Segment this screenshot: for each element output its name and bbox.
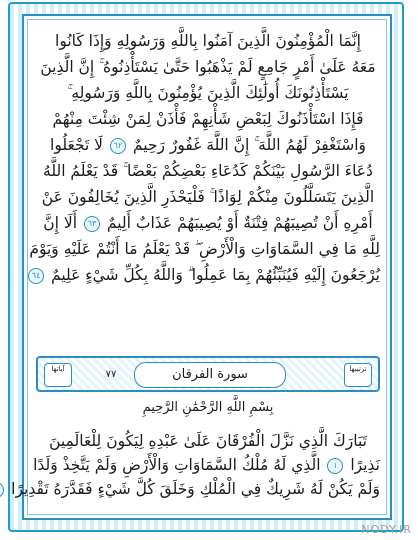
verse-text: الَّذِي لَهُ مُلْكُ السَّمَاوَاتِ وَالْأَرْضِ وَلَمْ يَتَّخِذْ وَلَدًا <box>33 456 321 474</box>
verses-bottom-block <box>11 430 380 526</box>
surah-order-box: ترتيبها <box>344 363 372 387</box>
surah-header-banner <box>36 356 380 392</box>
verse-line: تَبَارَكَ الَّذِي نَزَّلَ الْفُرْقَانَ عَلَىٰ عَبْدِهِ لِيَكُونَ لِلْعَالَمِينَ <box>49 432 367 450</box>
verse-line-with-ayah <box>11 478 380 501</box>
ayah-number-marker: ١ <box>327 458 343 474</box>
ayah-number-marker: ٦٤ <box>28 268 44 284</box>
verse-text: أَمْرِهِ أَنْ تُصِيبَهُمْ فِتْنَةٌ أَوْ يُصِيبَهُمْ عَذَابٌ أَلِيمٌ <box>106 214 373 232</box>
verse-line: الَّذِينَ يَتَسَلَّلُونَ مِنْكُمْ لِوَاذًا ۚ فَلْيَحْذَرِ الَّذِينَ يُخَالِفُونَ عَنْ <box>41 188 375 206</box>
verse-line-with-ayah <box>33 454 380 477</box>
verse-text: يُرْجَعُونَ إِلَيْهِ فَيُنَبِّئُهُمْ بِمَا عَمِلُوا ۗ وَاللَّهُ بِكُلِّ شَيْءٍ عَلِيمٌ <box>51 266 380 284</box>
verse-line: إِنَّمَا الْمُؤْمِنُونَ الَّذِينَ آمَنُوا بِاللَّهِ وَرَسُولِهِ وَإِذَا كَانُوا <box>55 32 361 50</box>
ayah-number-marker <box>0 482 4 498</box>
verse-text: نَذِيرًا <box>350 456 380 474</box>
verse-line-with-ayah <box>36 212 380 235</box>
verse-text: وَاسْتَغْفِرْ لَهُمُ اللَّهَ ۚ إِنَّ اللَّهَ غَفُورٌ رَحِيمٌ <box>132 136 366 154</box>
surah-verse-count-box: آياتها <box>44 363 72 387</box>
surah-number-badge: ٧٧ <box>105 369 117 380</box>
verse-text: لَا تَجْعَلُوا <box>50 136 104 154</box>
verse-line: دُعَاءَ الرَّسُولِ بَيْنَكُمْ كَدُعَاءِ بَعْضِكُمْ بَعْضًا ۚ قَدْ يَعْلَمُ اللَّهُ <box>43 162 373 180</box>
verse-line: فَإِذَا اسْتَأْذَنُوكَ لِبَعْضِ شَأْنِهِمْ فَأْذَنْ لِمَنْ شِئْتَ مِنْهُمْ <box>52 110 364 128</box>
verse-text: وَلَمْ يَكُنْ لَهُ شَرِيكٌ فِي الْمُلْكِ وَخَلَقَ كُلَّ شَيْءٍ فَقَدَّرَهُ تَقْدِيرًا <box>11 480 380 498</box>
verses-top-block <box>29 30 380 350</box>
watermark: NODY.IR <box>361 523 412 536</box>
verse-line: لِلَّهِ مَا فِي السَّمَاوَاتِ وَالْأَرْضِ ۖ قَدْ يَعْلَمُ مَا أَنْتُمْ عَلَيْهِ وَيَوْمَ <box>29 240 380 258</box>
verse-line-with-ayah <box>36 134 380 157</box>
basmala: بِسْمِ اللَّهِ الرَّحْمَٰنِ الرَّحِيمِ <box>142 400 274 415</box>
verse-text: أَلَا إِنَّ <box>43 214 78 232</box>
ayah-number-marker: ٦٢ <box>110 138 126 154</box>
verse-line: مَعَهُ عَلَىٰ أَمْرٍ جَامِعٍ لَمْ يَذْهَبُوا حَتَّىٰ يَسْتَأْذِنُوهُ ۚ إِنَّ الَّذِينَ <box>40 58 376 76</box>
verse-line-with-ayah <box>31 264 380 287</box>
ayah-number-marker: ٦٣ <box>84 216 100 232</box>
surah-name: سورة الفرقان <box>134 362 286 388</box>
verse-line: يَسْتَأْذِنُونَكَ أُولَٰئِكَ الَّذِينَ يُؤْمِنُونَ بِاللَّهِ وَرَسُولِهِ ۚ <box>67 84 349 102</box>
